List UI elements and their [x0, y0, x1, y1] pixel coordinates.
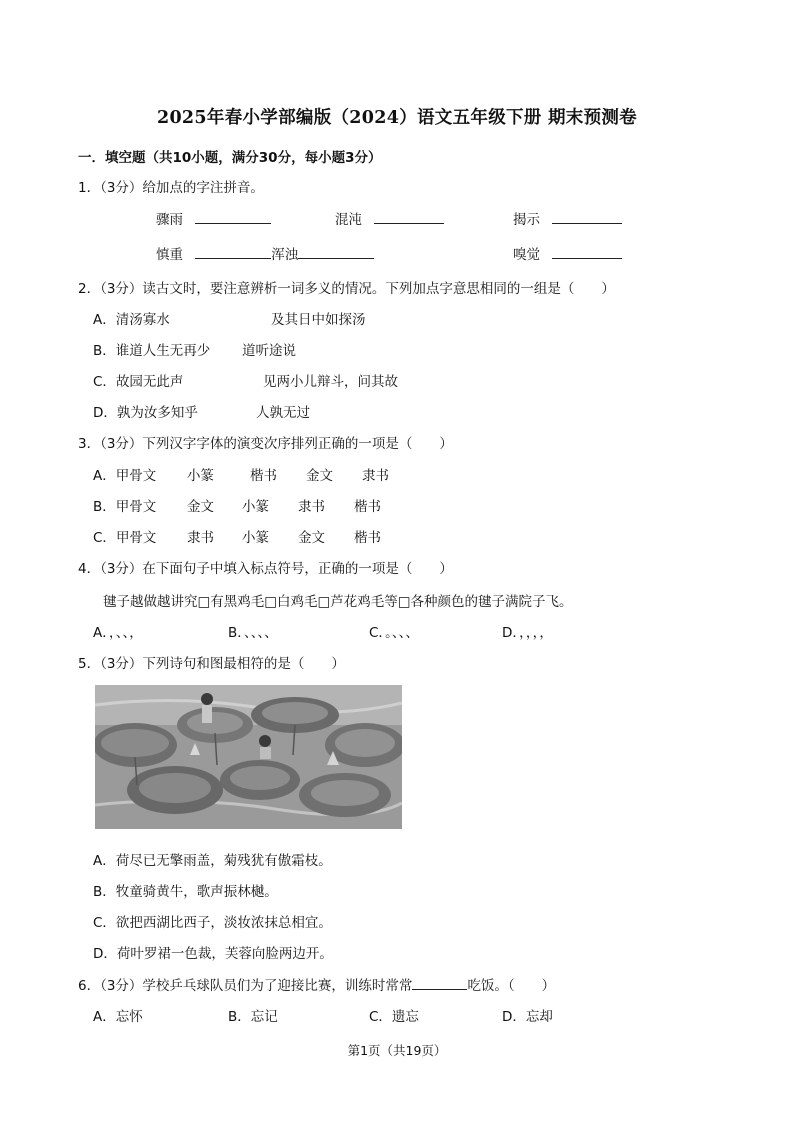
lotus-pond-illustration — [95, 685, 402, 829]
pinyin-item — [513, 208, 622, 228]
option-c[interactable]: C．欲把西湖比西子，淡妆浓抹总相宜。 — [93, 915, 332, 931]
question-1-stem: 1．（3分）给加点的字注拼音。 — [78, 180, 264, 196]
option-d[interactable]: D．，，，， — [502, 625, 553, 641]
answer-blank[interactable] — [195, 244, 271, 259]
answer-blank[interactable] — [552, 244, 622, 259]
pinyin-word: 慎重 — [156, 247, 183, 263]
option-a[interactable]: A．忘怀 — [93, 1009, 143, 1025]
option-b[interactable]: B．忘记 — [228, 1009, 278, 1025]
option-c[interactable]: C．。、、、 — [369, 625, 419, 641]
pinyin-item — [335, 208, 444, 228]
question-2-stem: 2．（3分）读古文时，要注意辨析一词多义的情况。下列加点字意思相同的一组是（ ） — [78, 281, 615, 297]
option-b[interactable]: B．牧童骑黄牛，歌声振林樾。 — [93, 884, 278, 900]
option-a[interactable]: A．荷尽已无擎雨盖，菊残犹有傲霜枝。 — [93, 853, 332, 869]
option-c[interactable]: C．遗忘 — [369, 1009, 419, 1025]
pinyin-item — [156, 208, 271, 228]
question-3-stem: 3．（3分）下列汉字字体的演变次序排列正确的一项是（ ） — [78, 436, 453, 452]
answer-blank[interactable] — [552, 209, 622, 224]
question-4-stem: 4．（3分）在下面句子中填入标点符号，正确的一项是（ ） — [78, 561, 453, 577]
pinyin-word: 骤雨 — [156, 212, 183, 228]
option-d[interactable]: D．孰为汝多知乎 — [93, 405, 198, 421]
option-b[interactable]: B．、、、、 — [228, 625, 278, 641]
pinyin-item — [156, 243, 374, 263]
option-d-second: 人孰无过 — [256, 405, 310, 421]
page-title: 2025年春小学部编版（2024）语文五年级下册 期末预测卷 — [156, 108, 637, 128]
pinyin-word: 揭示 — [513, 212, 540, 228]
option-a[interactable]: A．，、、， — [93, 625, 143, 641]
option-b[interactable]: B．谁道人生无再少 — [93, 343, 211, 359]
page-footer: 第1页（共19页） — [347, 1043, 447, 1058]
option-b-second: 道听途说 — [242, 343, 296, 359]
question-4-sentence: 毽子越做越讲究□有黑鸡毛□白鸡毛□芦花鸡毛等□各种颜色的毽子满院子飞。 — [103, 594, 573, 610]
answer-blank[interactable] — [298, 244, 374, 259]
answer-blank[interactable] — [374, 209, 444, 224]
pinyin-word: 浑浊 — [271, 247, 299, 263]
pinyin-word: 嗅觉 — [513, 247, 540, 263]
option-c-second: 见两小儿辩斗，问其故 — [263, 374, 398, 390]
answer-blank[interactable] — [412, 975, 467, 990]
section-heading: 一．填空题（共10小题，满分30分，每小题3分） — [78, 150, 382, 166]
question-6-stem: 6．（3分）学校乒乓球队员们为了迎接比赛，训练时常常 吃饭。（ ） — [78, 974, 555, 994]
pinyin-word: 混沌 — [335, 212, 362, 228]
answer-blank[interactable] — [195, 209, 271, 224]
option-d[interactable]: D．忘却 — [502, 1009, 553, 1025]
question-5-stem: 5．（3分）下列诗句和图最相符的是（ ） — [78, 656, 345, 672]
pinyin-item — [513, 243, 622, 263]
option-a[interactable]: A．清汤寡水 — [93, 312, 170, 328]
option-d[interactable]: D．荷叶罗裙一色裁，芙蓉向脸两边开。 — [93, 946, 333, 962]
option-c[interactable]: C．故园无此声 — [93, 374, 184, 390]
option-a-second: 及其日中如探汤 — [271, 312, 366, 328]
